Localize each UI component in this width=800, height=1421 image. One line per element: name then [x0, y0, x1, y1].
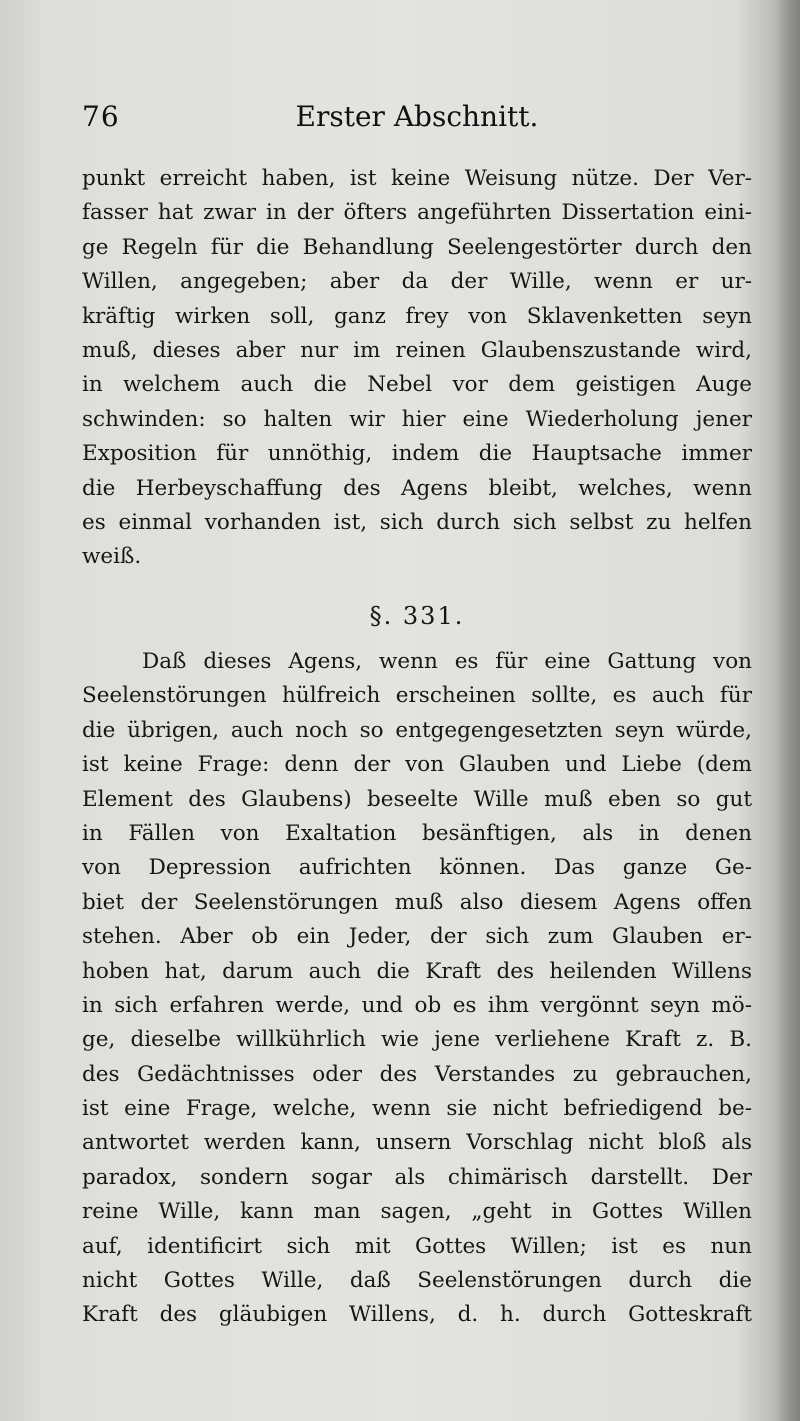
paragraph-continuation: [82, 162, 752, 575]
text-line: muß, dieses aber nur im reinen Glaubenszustande wird,: [82, 337, 752, 363]
text-line: antwortet werden kann, unsern Vorschlag nicht bloß als: [82, 1130, 752, 1156]
text-line: paradox, sondern sogar als chimärisch darstellt. Der: [82, 1164, 752, 1190]
page-number: 76: [82, 100, 120, 133]
text-line: Element des Glaubens) beseelte Wille muß eben so gut: [82, 786, 752, 812]
text-line: ge, dieselbe willkührlich wie jene verliehene Kraft z. B.: [82, 1027, 752, 1053]
paragraph-section-331: [82, 645, 752, 1333]
text-line: nicht Gottes Wille, daß Seelenstörungen durch die: [82, 1268, 752, 1294]
text-line: punkt erreicht haben, ist keine Weisung nütze. Der Ver-: [82, 166, 752, 191]
text-line: die übrigen, auch noch so entgegengesetzten seyn würde,: [82, 717, 752, 743]
page-header: [82, 100, 752, 140]
text-line: auf, identificirt sich mit Gottes Willen; ist es nun: [82, 1233, 752, 1259]
text-line: ge Regeln für die Behandlung Seelengestörter durch den: [82, 234, 752, 260]
text-line: stehen. Aber ob ein Jeder, der sich zum Glauben er-: [82, 924, 752, 950]
text-line: ist keine Frage: denn der von Glauben und Liebe (dem: [82, 752, 752, 778]
text-line: in sich erfahren werde, und ob es ihm vergönnt seyn mö-: [82, 992, 752, 1018]
text-line: in Fällen von Exaltation besänftigen, als in denen: [82, 820, 752, 846]
text-line: kräftig wirken soll, ganz frey von Sklavenketten seyn: [82, 303, 752, 329]
text-line: des Gedächtnisses oder des Verstandes zu gebrauchen,: [82, 1061, 752, 1087]
text-line: schwinden: so halten wir hier eine Wiederholung jener: [82, 406, 752, 432]
text-line: Daß dieses Agens, wenn es für eine Gattung von: [142, 649, 752, 674]
page-edge-shadow: [774, 0, 800, 1421]
text-line: hoben hat, darum auch die Kraft des heilenden Willens: [82, 958, 752, 984]
text-line: fasser hat zwar in der öfters angeführten Dissertation eini-: [82, 200, 752, 226]
text-line: in welchem auch die Nebel vor dem geistigen Auge: [82, 372, 752, 398]
text-line: biet der Seelenstörungen muß also diesem Agens offen: [82, 889, 752, 915]
text-line: reine Wille, kann man sagen, „geht in Gottes Willen: [82, 1199, 752, 1225]
text-line: ist eine Frage, welche, wenn sie nicht befriedigend be-: [82, 1096, 752, 1122]
text-line: Kraft des gläubigen Willens, d. h. durch Gotteskraft: [82, 1302, 752, 1328]
text-line: es einmal vorhanden ist, sich durch sich selbst zu helfen: [82, 509, 752, 535]
text-line: Willen, angegeben; aber da der Wille, wenn er ur-: [82, 269, 752, 295]
text-line: die Herbeyschaffung des Agens bleibt, welches, wenn: [82, 475, 752, 501]
text-line: von Depression aufrichten können. Das ganze Ge-: [82, 855, 752, 881]
section-heading: §. 331.: [369, 602, 465, 630]
running-head: Erster Abschnitt.: [295, 100, 539, 133]
text-line: weiß.: [82, 544, 142, 570]
text-line: Seelenstörungen hülfreich erscheinen sollte, es auch für: [82, 683, 752, 709]
text-line: Exposition für unnöthig, indem die Hauptsache immer: [82, 441, 752, 467]
